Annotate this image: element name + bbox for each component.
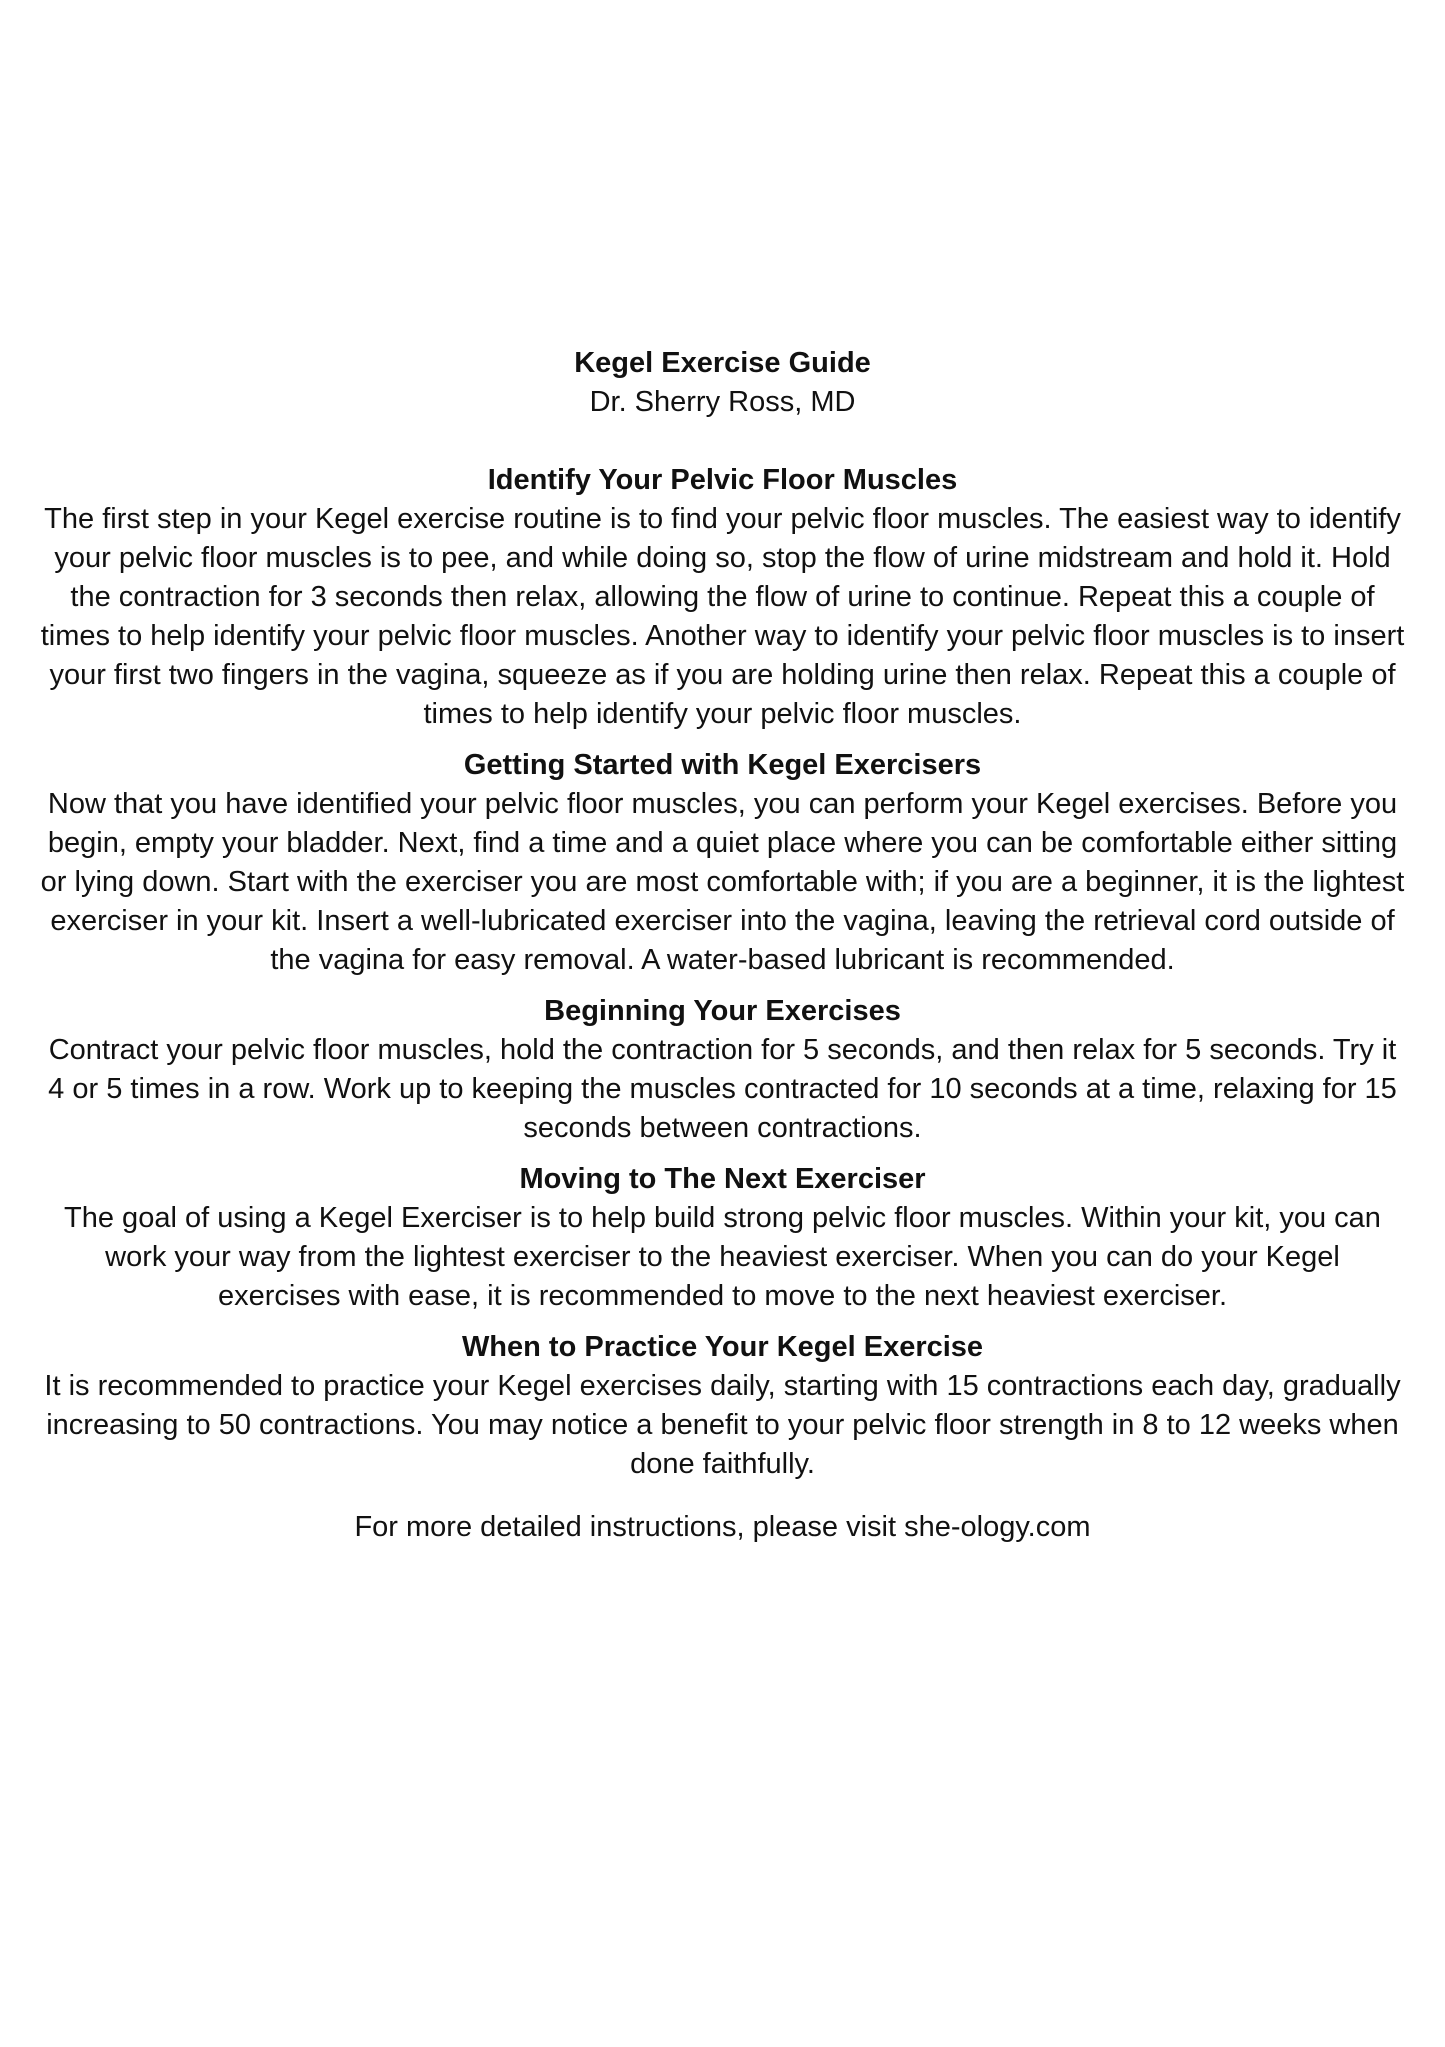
section-getting-started: [40, 746, 1405, 980]
section-heading: Beginning Your Exercises: [544, 995, 901, 1027]
document-title: Kegel Exercise Guide: [574, 347, 871, 379]
document-page: [40, 344, 1405, 1547]
section-identify-muscles: [40, 461, 1405, 734]
section-body: The goal of using a Kegel Exerciser is to help build strong pelvic floor muscles. Within your kit, you can work your way from the lightest exerciser to the heaviest exerciser. When you can do your Kegel exercises with ease, it is recommended to move to the next heaviest exerciser.: [64, 1202, 1381, 1312]
footer-note: For more detailed instructions, please visit she-ology.com: [354, 1511, 1091, 1543]
section-heading: Identify Your Pelvic Floor Muscles: [487, 464, 958, 496]
section-next-exerciser: [40, 1160, 1405, 1316]
section-heading: Moving to The Next Exerciser: [519, 1163, 926, 1195]
section-body: The first step in your Kegel exercise routine is to find your pelvic floor muscles. The easiest way to identify your pelvic floor muscles is to pee, and while doing so, stop the flow of urine midstream and hold it. Hold the contraction for 3 seconds then relax, allowing the flow of urine to continue. Repeat this a couple of times to help identify your pelvic floor muscles. Another way to identify your pelvic floor muscles is to insert your first two fingers in the vagina, squeeze as if you are holding urine then relax. Repeat this a couple of times to help identify your pelvic floor muscles.: [40, 503, 1405, 730]
section-body: It is recommended to practice your Kegel exercises daily, starting with 15 contractions each day, gradually increasing to 50 contractions. You may notice a benefit to your pelvic floor strength in 8 to 12 weeks when done faithfully.: [44, 1370, 1401, 1480]
section-when-to-practice: [40, 1328, 1405, 1484]
section-body: Contract your pelvic floor muscles, hold the contraction for 5 seconds, and then relax for 5 seconds. Try it 4 or 5 times in a row. Work up to keeping the muscles contracted for 10 seconds at a time, relaxing for 15 seconds between contractions.: [48, 1034, 1397, 1144]
section-beginning-exercises: [40, 992, 1405, 1148]
section-heading: Getting Started with Kegel Exercisers: [463, 749, 982, 781]
section-heading: When to Practice Your Kegel Exercise: [461, 1331, 984, 1363]
section-body: Now that you have identified your pelvic floor muscles, you can perform your Kegel exercises. Before you begin, empty your bladder. Next, find a time and a quiet place where you can be comfortable either sitting or lying down. Start with the exerciser you are most comfortable with; if you are a beginner, it is the lightest exerciser in your kit. Insert a well-lubricated exerciser into the vagina, leaving the retrieval cord outside of the vagina for easy removal. A water-based lubricant is recommended.: [40, 788, 1405, 976]
document-author: Dr. Sherry Ross, MD: [589, 386, 856, 418]
